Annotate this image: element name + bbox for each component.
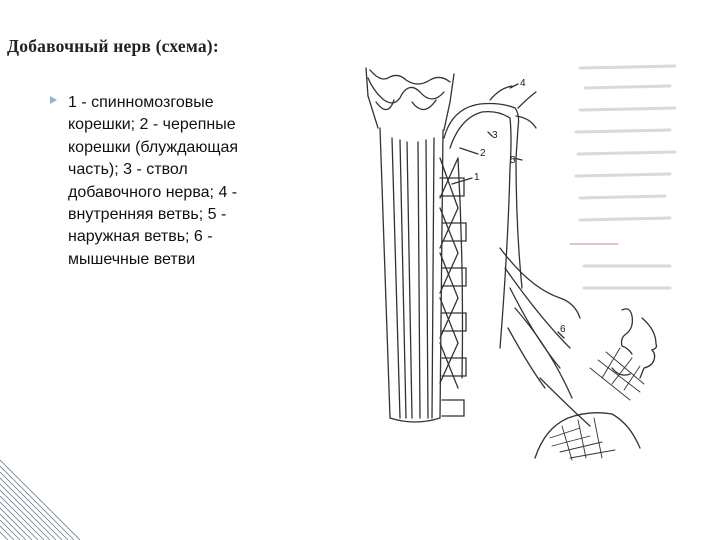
legend-text: 1 - спинномозговые корешки; 2 - черепные корешки (блуждающая часть); 3 - ствол добавочного нерва; 4 - внутренняя ветвь; 5 - наружная ветвь; 6 - мышечные ветви [68,94,239,268]
accessory-nerve-diagram [340,48,690,468]
label-1: 1 [474,172,480,183]
bullet-list [46,92,276,271]
bullet-item [46,92,276,271]
label-6: 6 [560,324,566,335]
diagram-drawing [340,48,690,468]
bullet-marker-icon [50,96,57,104]
decorative-hatch-corner [0,456,80,540]
label-5: 5 [510,155,516,166]
label-3: 3 [492,130,498,141]
slide-title: Добавочный нерв (схема): [7,36,219,56]
label-4: 4 [520,78,526,89]
hatch-pattern-icon [0,456,80,540]
label-2: 2 [480,148,486,159]
